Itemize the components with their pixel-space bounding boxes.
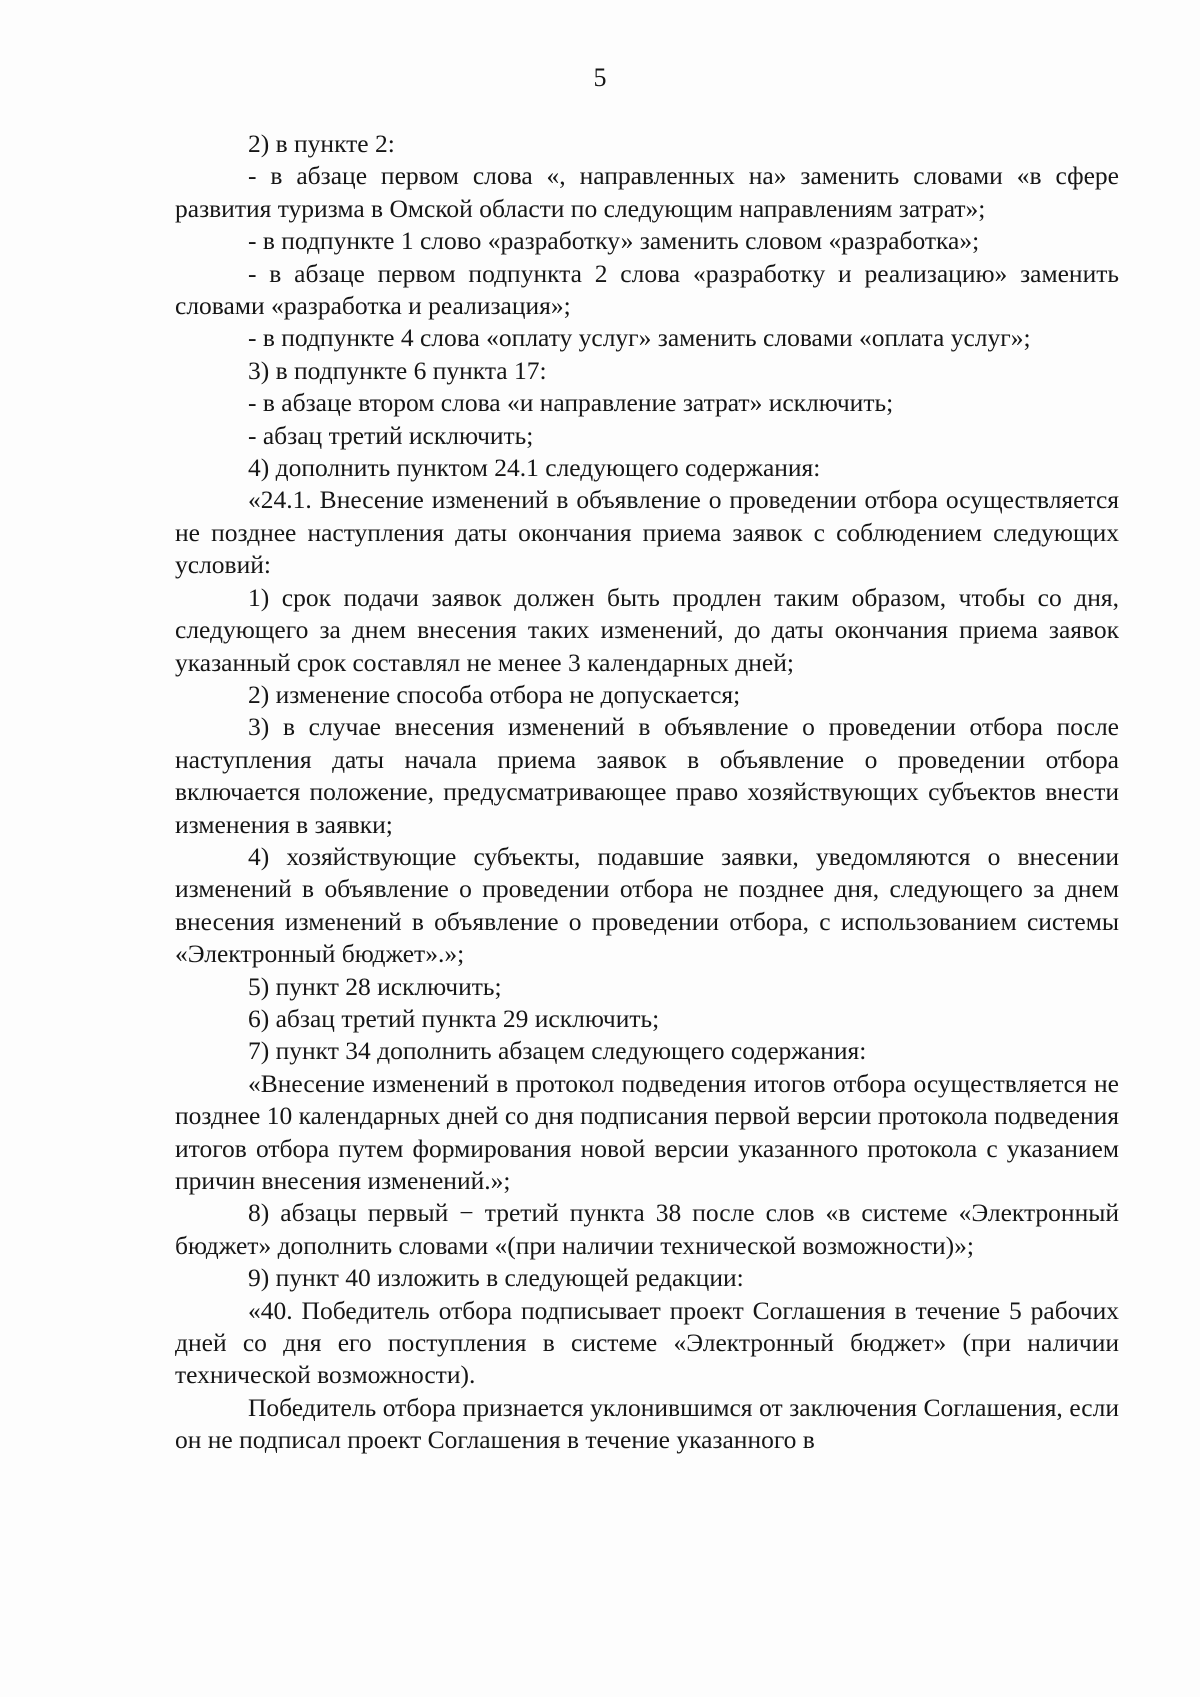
paragraph: 4) дополнить пунктом 24.1 следующего содержания:	[248, 453, 821, 483]
paragraph: «24.1. Внесение изменений в объявление о проведении отбора осуществляется не позднее наступления даты окончания приема заявок с соблюдением следующих условий:	[175, 485, 1119, 580]
document-body	[175, 128, 1119, 1457]
paragraph: «Внесение изменений в протокол подведения итогов отбора осуществляется не позднее 10 календарных дней со дня подписания первой версии протокола подведения итогов отбора путем формирования новой версии указанного протокола с указанием причин внесения изменений.»;	[175, 1068, 1119, 1195]
paragraph: 1) срок подачи заявок должен быть продлен таким образом, чтобы со дня, следующего за днем внесения таких изменений, до даты окончания приема заявок указанный срок составлял не менее 3 календарных дней;	[175, 582, 1119, 677]
paragraph: 2) в пункте 2:	[248, 129, 395, 158]
paragraph: 9) пункт 40 изложить в следующей редакции:	[248, 1263, 744, 1293]
paragraph: - в подпункте 1 слово «разработку» заменить словом «разработка»;	[248, 226, 980, 256]
paragraph: - абзац третий исключить;	[248, 420, 534, 450]
paragraph: - в подпункте 4 слова «оплату услуг» заменить словами «оплата услуг»;	[248, 323, 1031, 353]
paragraph: Победитель отбора признается уклонившимся от заключения Соглашения, если он не подписал проект Соглашения в течение указанного в	[175, 1392, 1119, 1455]
paragraph: 4) хозяйствующие субъекты, подавшие заявки, уведомляются о внесении изменений в объявление о проведении отбора не позднее дня, следующего за днем внесения изменений в объявление о проведении отбора, с использованием системы «Электронный бюджет».»;	[175, 841, 1119, 969]
paragraph: 2) изменение способа отбора не допускается;	[248, 679, 741, 709]
paragraph: - в абзаце втором слова «и направление затрат» исключить;	[248, 388, 894, 418]
paragraph: 3) в случае внесения изменений в объявление о проведении отбора после наступления даты начала приема заявок в объявление о проведении отбора включается положение, предусматривающее право хозяйствующих субъектов внести изменения в заявки;	[175, 712, 1119, 839]
paragraph: 3) в подпункте 6 пункта 17:	[248, 355, 547, 385]
paragraph: «40. Победитель отбора подписывает проект Соглашения в течение 5 рабочих дней со дня его поступления в системе «Электронный бюджет» (при наличии технической возможности).	[175, 1295, 1119, 1390]
paragraph: 8) абзацы первый − третий пункта 38 после слов «в системе «Электронный бюджет» дополнить словами «(при наличии технической возможности)»;	[175, 1198, 1119, 1260]
paragraph: 6) абзац третий пункта 29 исключить;	[248, 1003, 660, 1033]
paragraph: 5) пункт 28 исключить;	[248, 971, 502, 1001]
paragraph: 7) пункт 34 дополнить абзацем следующего содержания:	[248, 1036, 867, 1066]
paragraph: - в абзаце первом слова «, направленных на» заменить словами «в сфере развития туризма в Омской области по следующим направлениям затрат»;	[175, 161, 1119, 223]
page-number: 5	[593, 63, 607, 92]
paragraph: - в абзаце первом подпункта 2 слова «разработку и реализацию» заменить словами «разработка и реализация»;	[175, 258, 1119, 321]
